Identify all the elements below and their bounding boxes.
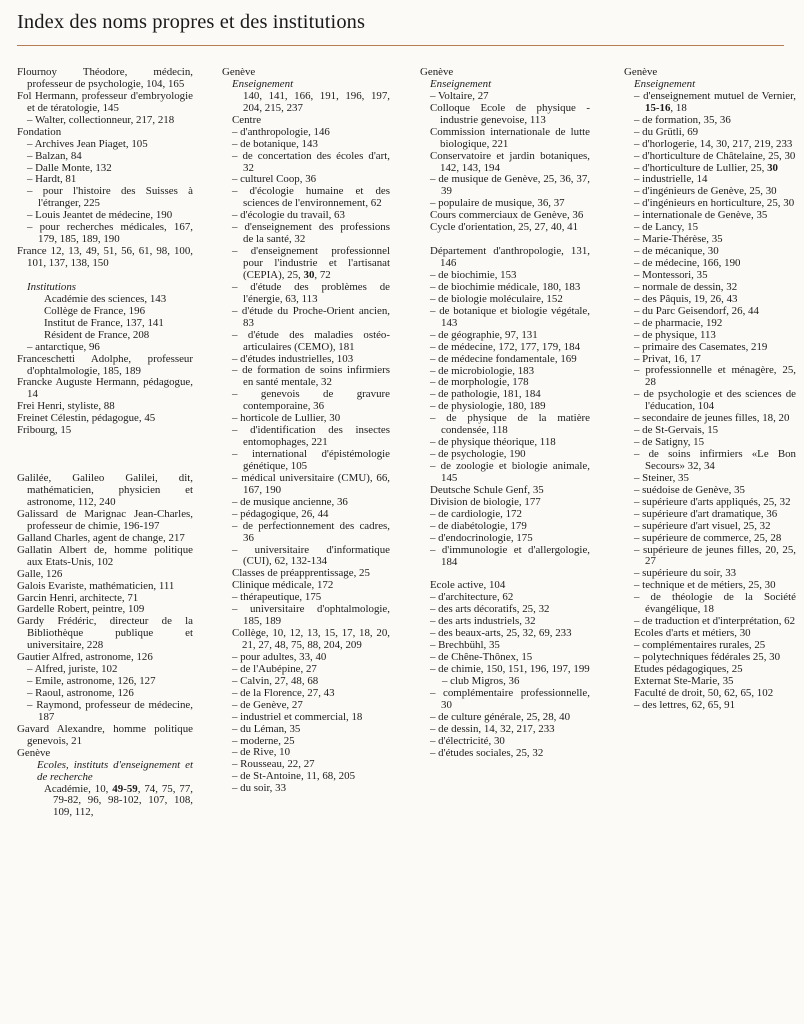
index-entry: Ecoles d'arts et métiers, 30 <box>634 627 751 640</box>
index-section-heading: Enseignement <box>232 77 294 90</box>
index-entry: – de formation de soins infirmiers en santé mentale, 32 <box>232 364 390 389</box>
index-entry: Fribourg, 15 <box>17 424 72 437</box>
index-entry: Académie, 10, 49-59, 74, 75, 77, 79-82, 96, 98-102, 107, 108, 109, 112, <box>44 782 193 819</box>
index-entry: – moderne, 25 <box>232 734 295 747</box>
index-entry: – primaire des Casemates, 219 <box>634 340 768 353</box>
index-entry: – de physiologie, 180, 189 <box>430 400 546 413</box>
index-entry: – Calvin, 27, 48, 68 <box>232 674 319 687</box>
index-column-1 <box>17 67 193 819</box>
index-entry: – d'immunologie et d'allergologie, 184 <box>430 543 590 568</box>
index-entry: – de physique théorique, 118 <box>430 436 556 449</box>
index-entry: – d'étude des problèmes de l'énergie, 63, 113 <box>232 280 390 305</box>
index-entry: – d'écologie humaine et des sciences de l'environnement, 62 <box>232 185 390 210</box>
index-column-3 <box>420 67 590 760</box>
index-entry: – thérapeutique, 175 <box>232 591 322 604</box>
index-entry: – de médecine, 172, 177, 179, 184 <box>430 340 581 353</box>
index-entry: – culturel Coop, 36 <box>232 173 317 186</box>
index-entry: – international d'épistémologie génétique, 105 <box>232 448 390 472</box>
index-entry: – d'enseignement des professions de la santé, 32 <box>232 221 390 246</box>
index-entry: – du Grütli, 69 <box>634 125 699 138</box>
index-entry: Fol Hermann, professeur d'embryologie et de tératologie, 145 <box>17 89 193 114</box>
index-entry: Cours commerciaux de Genève, 36 <box>430 209 584 222</box>
index-entry: – d'endocrinologie, 175 <box>430 531 533 544</box>
index-entry: Freinet Célestin, pédagogue, 45 <box>17 412 156 425</box>
index-entry: – de biologie moléculaire, 152 <box>430 292 563 305</box>
index-entry: Ecole active, 104 <box>430 579 506 592</box>
index-entry: – de musique ancienne, 36 <box>232 495 348 508</box>
index-entry: – complémentaires rurales, 25 <box>634 639 766 651</box>
index-entry: – Walter, collectionneur, 217, 218 <box>27 113 175 126</box>
index-entry: – de physique, 113 <box>634 328 716 341</box>
index-entry: – universitaire d'informatique (CUI), 62, 132-134 <box>232 543 390 568</box>
index-entry: Résident de France, 208 <box>44 328 150 341</box>
index-entry: Franceschetti Adolphe, professeur d'ophtalmologie, 185, 189 <box>17 352 193 377</box>
index-entry: – universitaire d'ophtalmologie, 185, 189 <box>232 603 390 628</box>
index-entry: Collège, 10, 12, 13, 15, 17, 18, 20, 21, 27, 48, 75, 88, 204, 209 <box>232 627 390 651</box>
index-entry: – de la Florence, 27, 43 <box>232 686 335 699</box>
index-entry: – horticole de Lullier, 30 <box>232 412 341 425</box>
index-entry: Gallatin Albert de, homme politique aux Etats-Unis, 102 <box>17 543 193 568</box>
index-entry: – médical universitaire (CMU), 66, 167, 190 <box>232 471 390 496</box>
index-entry: – Archives Jean Piaget, 105 <box>27 137 148 150</box>
index-entry: Frei Henri, styliste, 88 <box>17 400 115 413</box>
index-entry: – de Satigny, 15 <box>634 436 705 449</box>
index-entry: – de Rive, 10 <box>232 746 291 759</box>
index-entry: – Brechbühl, 35 <box>430 639 500 652</box>
index-entry: – de concertation des écoles d'art, 32 <box>232 149 390 174</box>
index-section-heading: Ecoles, instituts d'enseignement et de recherche <box>37 758 193 783</box>
index-entry: – d'enseignement professionnel pour l'industrie et l'artisanat (CEPIA), 25, 30, 72 <box>232 245 390 281</box>
index-entry: – d'étude du Proche-Orient ancien, 83 <box>232 304 390 329</box>
index-entry: Académie des sciences, 143 <box>44 292 167 305</box>
index-column-2 <box>222 67 390 795</box>
index-entry: – de l'Aubépine, 27 <box>232 662 317 675</box>
index-entry: – populaire de musique, 36, 37 <box>430 197 565 210</box>
index-entry: – de géographie, 97, 131 <box>430 328 538 341</box>
index-entry: Cycle d'orientation, 25, 27, 40, 41 <box>430 221 579 234</box>
index-entry: – d'enseignement mutuel de Vernier, 15-16, 18 <box>634 89 796 114</box>
index-entry: – suédoise de Genève, 35 <box>634 483 745 496</box>
index-entry: – de médecine fondamentale, 169 <box>430 352 577 365</box>
index-entry: – de Genève, 27 <box>232 698 303 711</box>
index-entry: – supérieure d'art visuel, 25, 32 <box>634 519 771 532</box>
index-section-heading: Enseignement <box>430 77 492 90</box>
index-entry: – Rousseau, 22, 27 <box>232 758 315 771</box>
index-entry: Gardy Frédéric, directeur de la Bibliothèque publique et universitaire, 228 <box>17 615 193 652</box>
index-entry: – industriel et commercial, 18 <box>232 710 363 723</box>
index-entry: Genève <box>222 66 256 78</box>
index-entry: – de culture générale, 25, 28, 40 <box>430 710 571 723</box>
index-entry: – de formation, 35, 36 <box>634 113 731 126</box>
index-entry: – de morphologie, 178 <box>430 376 529 389</box>
index-entry: – d'anthropologie, 146 <box>232 125 330 138</box>
index-entry: – Raymond, professeur de médecine, 187 <box>27 698 193 723</box>
index-entry: – Alfred, juriste, 102 <box>27 663 118 676</box>
index-entry: – normale de dessin, 32 <box>634 280 738 293</box>
index-entry: – d'écologie du travail, 63 <box>232 209 345 222</box>
index-entry: Fondation <box>17 125 62 138</box>
index-entry: – Louis Jeantet de médecine, 190 <box>27 209 173 222</box>
index-entry: Galissard de Marignac Jean-Charles, professeur de chimie, 196-197 <box>17 507 193 532</box>
index-entry: – de psychologie et des sciences de l'éducation, 104 <box>634 388 796 413</box>
index-entry: – d'ingénieurs de Genève, 25, 30 <box>634 185 777 198</box>
index-entry: Etudes pédagogiques, 25 <box>634 662 743 675</box>
index-entry: – de St-Antoine, 11, 68, 205 <box>232 770 356 783</box>
index-entry: – pour l'histoire des Suisses à l'étranger, 225 <box>27 185 193 210</box>
index-entry: Gautier Alfred, astronome, 126 <box>17 651 153 664</box>
index-spacer <box>17 437 193 473</box>
index-entry: – des arts décoratifs, 25, 32 <box>430 603 550 616</box>
index-entry: – pédagogique, 26, 44 <box>232 507 329 520</box>
index-entry: – de théologie de la Société évangélique, 18 <box>634 591 796 616</box>
index-entry: – Marie-Thérèse, 35 <box>634 233 723 246</box>
index-entry: – des lettres, 62, 65, 91 <box>634 698 736 711</box>
index-entry: – d'études industrielles, 103 <box>232 352 354 365</box>
index-entry: Externat Ste-Marie, 35 <box>634 674 734 687</box>
index-entry: Institut de France, 137, 141 <box>44 316 164 329</box>
index-entry: – de physique de la matière condensée, 118 <box>430 412 590 437</box>
index-entry: – de mécanique, 30 <box>634 245 719 258</box>
index-entry: – de biochimie médicale, 180, 183 <box>430 280 581 293</box>
index-entry: – Privat, 16, 17 <box>634 352 701 365</box>
index-entry: Genève <box>17 746 51 759</box>
index-entry: – d'horticulture de Lullier, 25, 30 <box>634 161 778 174</box>
index-entry: – de Chêne-Thônex, 15 <box>430 651 533 664</box>
index-entry: Francke Auguste Hermann, pédagogue, 14 <box>17 376 193 401</box>
index-entry: – de cardiologie, 172 <box>430 507 522 520</box>
index-entry: Clinique médicale, 172 <box>232 579 334 592</box>
index-column-4 <box>624 67 796 712</box>
index-entry: – des arts industriels, 32 <box>430 615 536 628</box>
index-entry: – de soins infirmiers «Le Bon Secours» 32, 34 <box>634 448 796 472</box>
index-section-heading: Institutions <box>27 280 77 293</box>
index-entry: – professionnelle et ménagère, 25, 28 <box>634 364 796 389</box>
index-entry: – de diabétologie, 179 <box>430 519 527 532</box>
index-entry: Faculté de droit, 50, 62, 65, 102 <box>634 686 774 699</box>
index-entry: Garcin Henri, architecte, 71 <box>17 591 139 604</box>
index-entry: Galilée, Galileo Galilei, dit, mathématicien, physicien et astronome, 112, 240 <box>17 472 193 508</box>
index-entry: – de dessin, 14, 32, 217, 233 <box>430 722 555 735</box>
index-entry: Genève <box>624 66 658 78</box>
index-entry: Genève <box>420 66 454 78</box>
index-entry: Centre <box>232 113 262 126</box>
index-entry: – Emile, astronome, 126, 127 <box>27 675 156 688</box>
index-entry: – Montessori, 35 <box>634 268 708 281</box>
index-entry: – de traduction et d'interprétation, 62 <box>634 615 796 628</box>
index-entry: – de biochimie, 153 <box>430 269 517 281</box>
index-entry: – de pharmacie, 192 <box>634 316 723 329</box>
index-entry: – supérieure d'art dramatique, 36 <box>634 507 778 520</box>
index-entry: Deutsche Schule Genf, 35 <box>430 483 544 496</box>
index-entry: Gardelle Robert, peintre, 109 <box>17 603 145 616</box>
index-entry: Classes de préapprentissage, 25 <box>232 567 370 580</box>
index-entry: – d'horticulture de Châtelaine, 25, 30 <box>634 149 796 162</box>
index-entry: – de botanique et biologie végétale, 143 <box>430 304 590 329</box>
index-entry: – supérieure du soir, 33 <box>634 567 737 580</box>
index-entry: – Steiner, 35 <box>634 471 689 484</box>
index-entry: – pour adultes, 33, 40 <box>232 650 327 663</box>
index-entry: Gavard Alexandre, homme politique genevois, 21 <box>17 722 193 747</box>
index-entry: – technique et de métiers, 25, 30 <box>634 579 776 592</box>
index-entry: – antarctique, 96 <box>27 340 100 353</box>
index-entry: – du Léman, 35 <box>232 722 301 735</box>
index-entry: – du Parc Geisendorf, 26, 44 <box>634 304 759 317</box>
index-entry: – du soir, 33 <box>232 782 287 795</box>
index-entry: 140, 141, 166, 191, 196, 197, 204, 215, 237 <box>243 89 390 114</box>
index-entry: Collège de France, 196 <box>44 304 146 317</box>
index-entry: – des beaux-arts, 25, 32, 69, 233 <box>430 627 572 640</box>
index-entry: – de Lancy, 15 <box>634 221 699 234</box>
index-entry: – d'étude des maladies ostéo-articulaires (CEMO), 181 <box>232 328 390 353</box>
index-entry: – Raoul, astronome, 126 <box>27 687 134 699</box>
index-entry: – secondaire de jeunes filles, 18, 20 <box>634 412 790 425</box>
index-entry: Division de biologie, 177 <box>430 495 541 508</box>
index-entry: – d'horlogerie, 14, 30, 217, 219, 233 <box>634 137 793 150</box>
index-entry: Galle, 126 <box>17 567 63 580</box>
index-entry: – supérieure d'arts appliqués, 25, 32 <box>634 495 791 508</box>
index-entry: – polytechniques fédérales 25, 30 <box>634 650 781 663</box>
index-entry: – de psychologie, 190 <box>430 448 526 461</box>
index-entry: Colloque Ecole de physique - industrie genevoise, 113 <box>430 101 590 126</box>
index-entry: – Voltaire, 27 <box>430 89 489 102</box>
index-entry: – de musique de Genève, 25, 36, 37, 39 <box>430 173 590 198</box>
index-entry: – complémentaire professionnelle, 30 <box>430 686 590 711</box>
index-entry: – d'identification des insectes entomophages, 221 <box>232 424 390 449</box>
index-entry: Galois Evariste, mathématicien, 111 <box>17 579 175 592</box>
index-entry: Galland Charles, agent de change, 217 <box>17 531 185 544</box>
index-entry: – d'architecture, 62 <box>430 591 514 604</box>
index-entry: – de botanique, 143 <box>232 137 318 150</box>
index-entry: – supérieure de jeunes filles, 20, 25, 27 <box>634 543 796 568</box>
index-entry: – supérieure de commerce, 25, 28 <box>634 531 782 544</box>
index-entry: – Dalle Monte, 132 <box>27 161 112 174</box>
index-entry: – industrielle, 14 <box>634 173 708 186</box>
index-entry: – genevois de gravure contemporaine, 36 <box>232 388 390 413</box>
index-entry: – Hardt, 81 <box>27 173 77 186</box>
index-entry: – club Migros, 36 <box>442 674 520 687</box>
index-entry: – Balzan, 84 <box>27 149 82 162</box>
index-entry: – d'études sociales, 25, 32 <box>430 746 544 759</box>
index-entry: Commission internationale de lutte biologique, 221 <box>430 125 590 150</box>
page-title: Index des noms propres et des institutions <box>17 11 366 33</box>
index-entry: Flournoy Théodore, médecin, professeur de psychologie, 104, 165 <box>17 66 193 90</box>
index-entry: Département d'anthropologie, 131, 146 <box>430 245 590 270</box>
index-entry: – internationale de Genève, 35 <box>634 209 768 222</box>
index-entry: – de zoologie et biologie animale, 145 <box>430 460 590 484</box>
index-entry: Conservatoire et jardin botaniques, 142, 143, 194 <box>430 149 590 174</box>
index-entry: – de chimie, 150, 151, 196, 197, 199 <box>430 663 590 675</box>
index-entry: – d'électricité, 30 <box>430 734 505 747</box>
index-entry: – des Pâquis, 19, 26, 43 <box>634 292 738 305</box>
index-entry: – d'ingénieurs en horticulture, 25, 30 <box>634 197 795 210</box>
header-rule <box>17 45 784 46</box>
index-entry: – de microbiologie, 183 <box>430 364 535 377</box>
index-entry: – de perfectionnement des cadres, 36 <box>232 519 390 544</box>
index-entry: – de St-Gervais, 15 <box>634 424 719 437</box>
index-entry: – de pathologie, 181, 184 <box>430 388 541 401</box>
index-section-heading: Enseignement <box>634 77 696 90</box>
index-entry: France 12, 13, 49, 51, 56, 61, 98, 100, 101, 137, 138, 150 <box>17 245 193 269</box>
index-entry: – pour recherches médicales, 167, 179, 185, 189, 190 <box>27 221 193 246</box>
index-entry: – de médecine, 166, 190 <box>634 257 741 269</box>
